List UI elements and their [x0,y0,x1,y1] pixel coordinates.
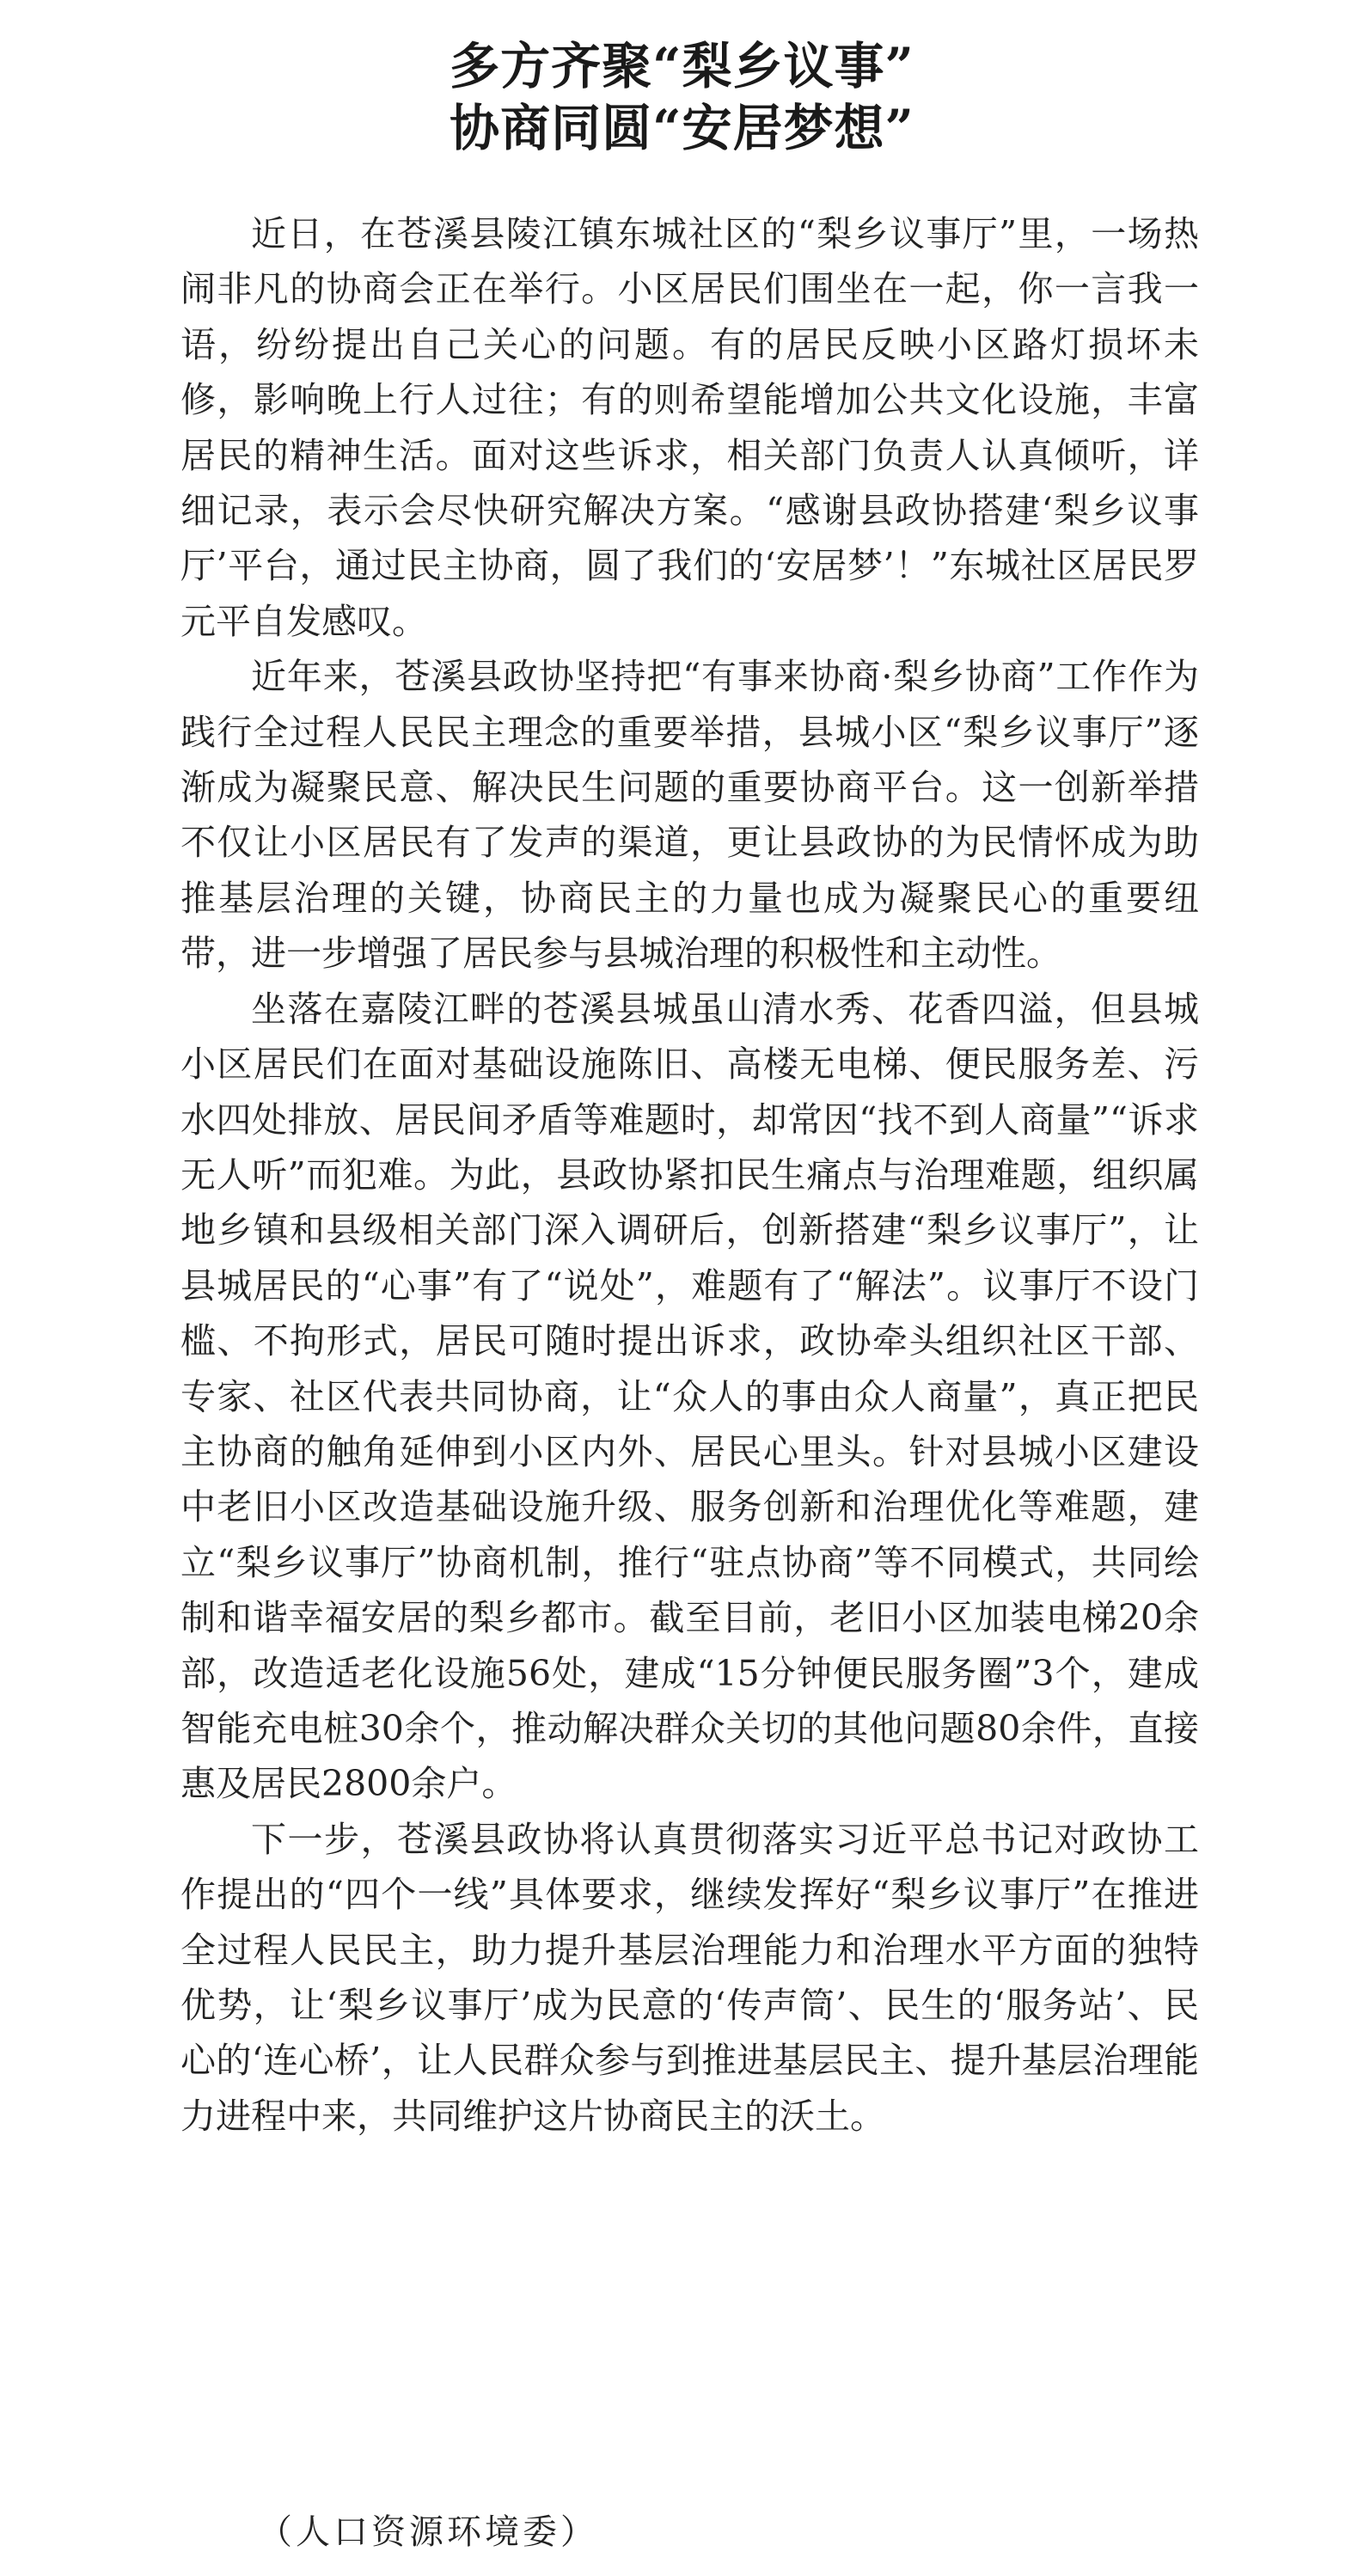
article-signature: （人口资源环境委） [258,2512,598,2552]
article-body [180,206,1199,2144]
paragraph-1: 近日，在苍溪县陵江镇东城社区的“梨乡议事厅”里，一场热闹非凡的协商会正在举行。小区居民们围坐在一起，你一言我一语，纷纷提出自己关心的问题。有的居民反映小区路灯损坏未修，影响晚上行人过往；有的则希望能增加公共文化设施，丰富居民的精神生活。面对这些诉求，相关部门负责人认真倾听，详细记录，表示会尽快研究解决方案。“感谢县政协搭建‘梨乡议事厅’平台，通过民主协商，圆了我们的‘安居梦’！”东城社区居民罗元平自发感叹。 [180,213,1199,642]
article-headline [0,35,1364,159]
paragraph-4: 下一步，苍溪县政协将认真贯彻落实习近平总书记对政协工作提出的“四个一线”具体要求，继续发挥好“梨乡议事厅”在推进全过程人民民主，助力提升基层治理能力和治理水平方面的独特优势，让‘梨乡议事厅’成为民意的‘传声筒’、民生的‘服务站’、民心的‘连心桥’，让人民群众参与到推进基层民主、提升基层治理能力进程中来，共同维护这片协商民主的沃土。 [180,1818,1199,2137]
paragraph-3: 坐落在嘉陵江畔的苍溪县城虽山清水秀、花香四溢，但县城小区居民们在面对基础设施陈旧、高楼无电梯、便民服务差、污水四处排放、居民间矛盾等难题时，却常因“找不到人商量”“诉求无人听”而犯难。为此，县政协紧扣民生痛点与治理难题，组织属地乡镇和县级相关部门深入调研后，创新搭建“梨乡议事厅”，让县城居民的“心事”有了“说处”，难题有了“解法”。议事厅不设门槛、不拘形式，居民可随时提出诉求，政协牵头组织社区干部、专家、社区代表共同协商，让“众人的事由众人商量”，真正把民主协商的触角延伸到小区内外、居民心里头。针对县城小区建设中老旧小区改造基础设施升级、服务创新和治理优化等难题，建立“梨乡议事厅”协商机制，推行“驻点协商”等不同模式，共同绘制和谐幸福安居的梨乡都市。截至目前，老旧小区加装电梯20余部，改造适老化设施56处，建成“15分钟便民服务圈”3个，建成智能充电桩30余个，推动解决群众关切的其他问题80余件，直接惠及居民2800余户。 [180,988,1199,1805]
paragraph-2: 近年来，苍溪县政协坚持把“有事来协商·梨乡协商”工作作为践行全过程人民民主理念的重要举措，县城小区“梨乡议事厅”逐渐成为凝聚民意、解决民生问题的重要协商平台。这一创新举措不仅让小区居民有了发声的渠道，更让县政协的为民情怀成为助推基层治理的关键，协商民主的力量也成为凝聚民心的重要纽带，进一步增强了居民参与县城治理的积极性和主动性。 [180,656,1199,975]
headline-line-1: 多方齐聚“梨乡议事” [450,36,914,95]
headline-line-2: 协商同圆“安居梦想” [450,98,914,157]
